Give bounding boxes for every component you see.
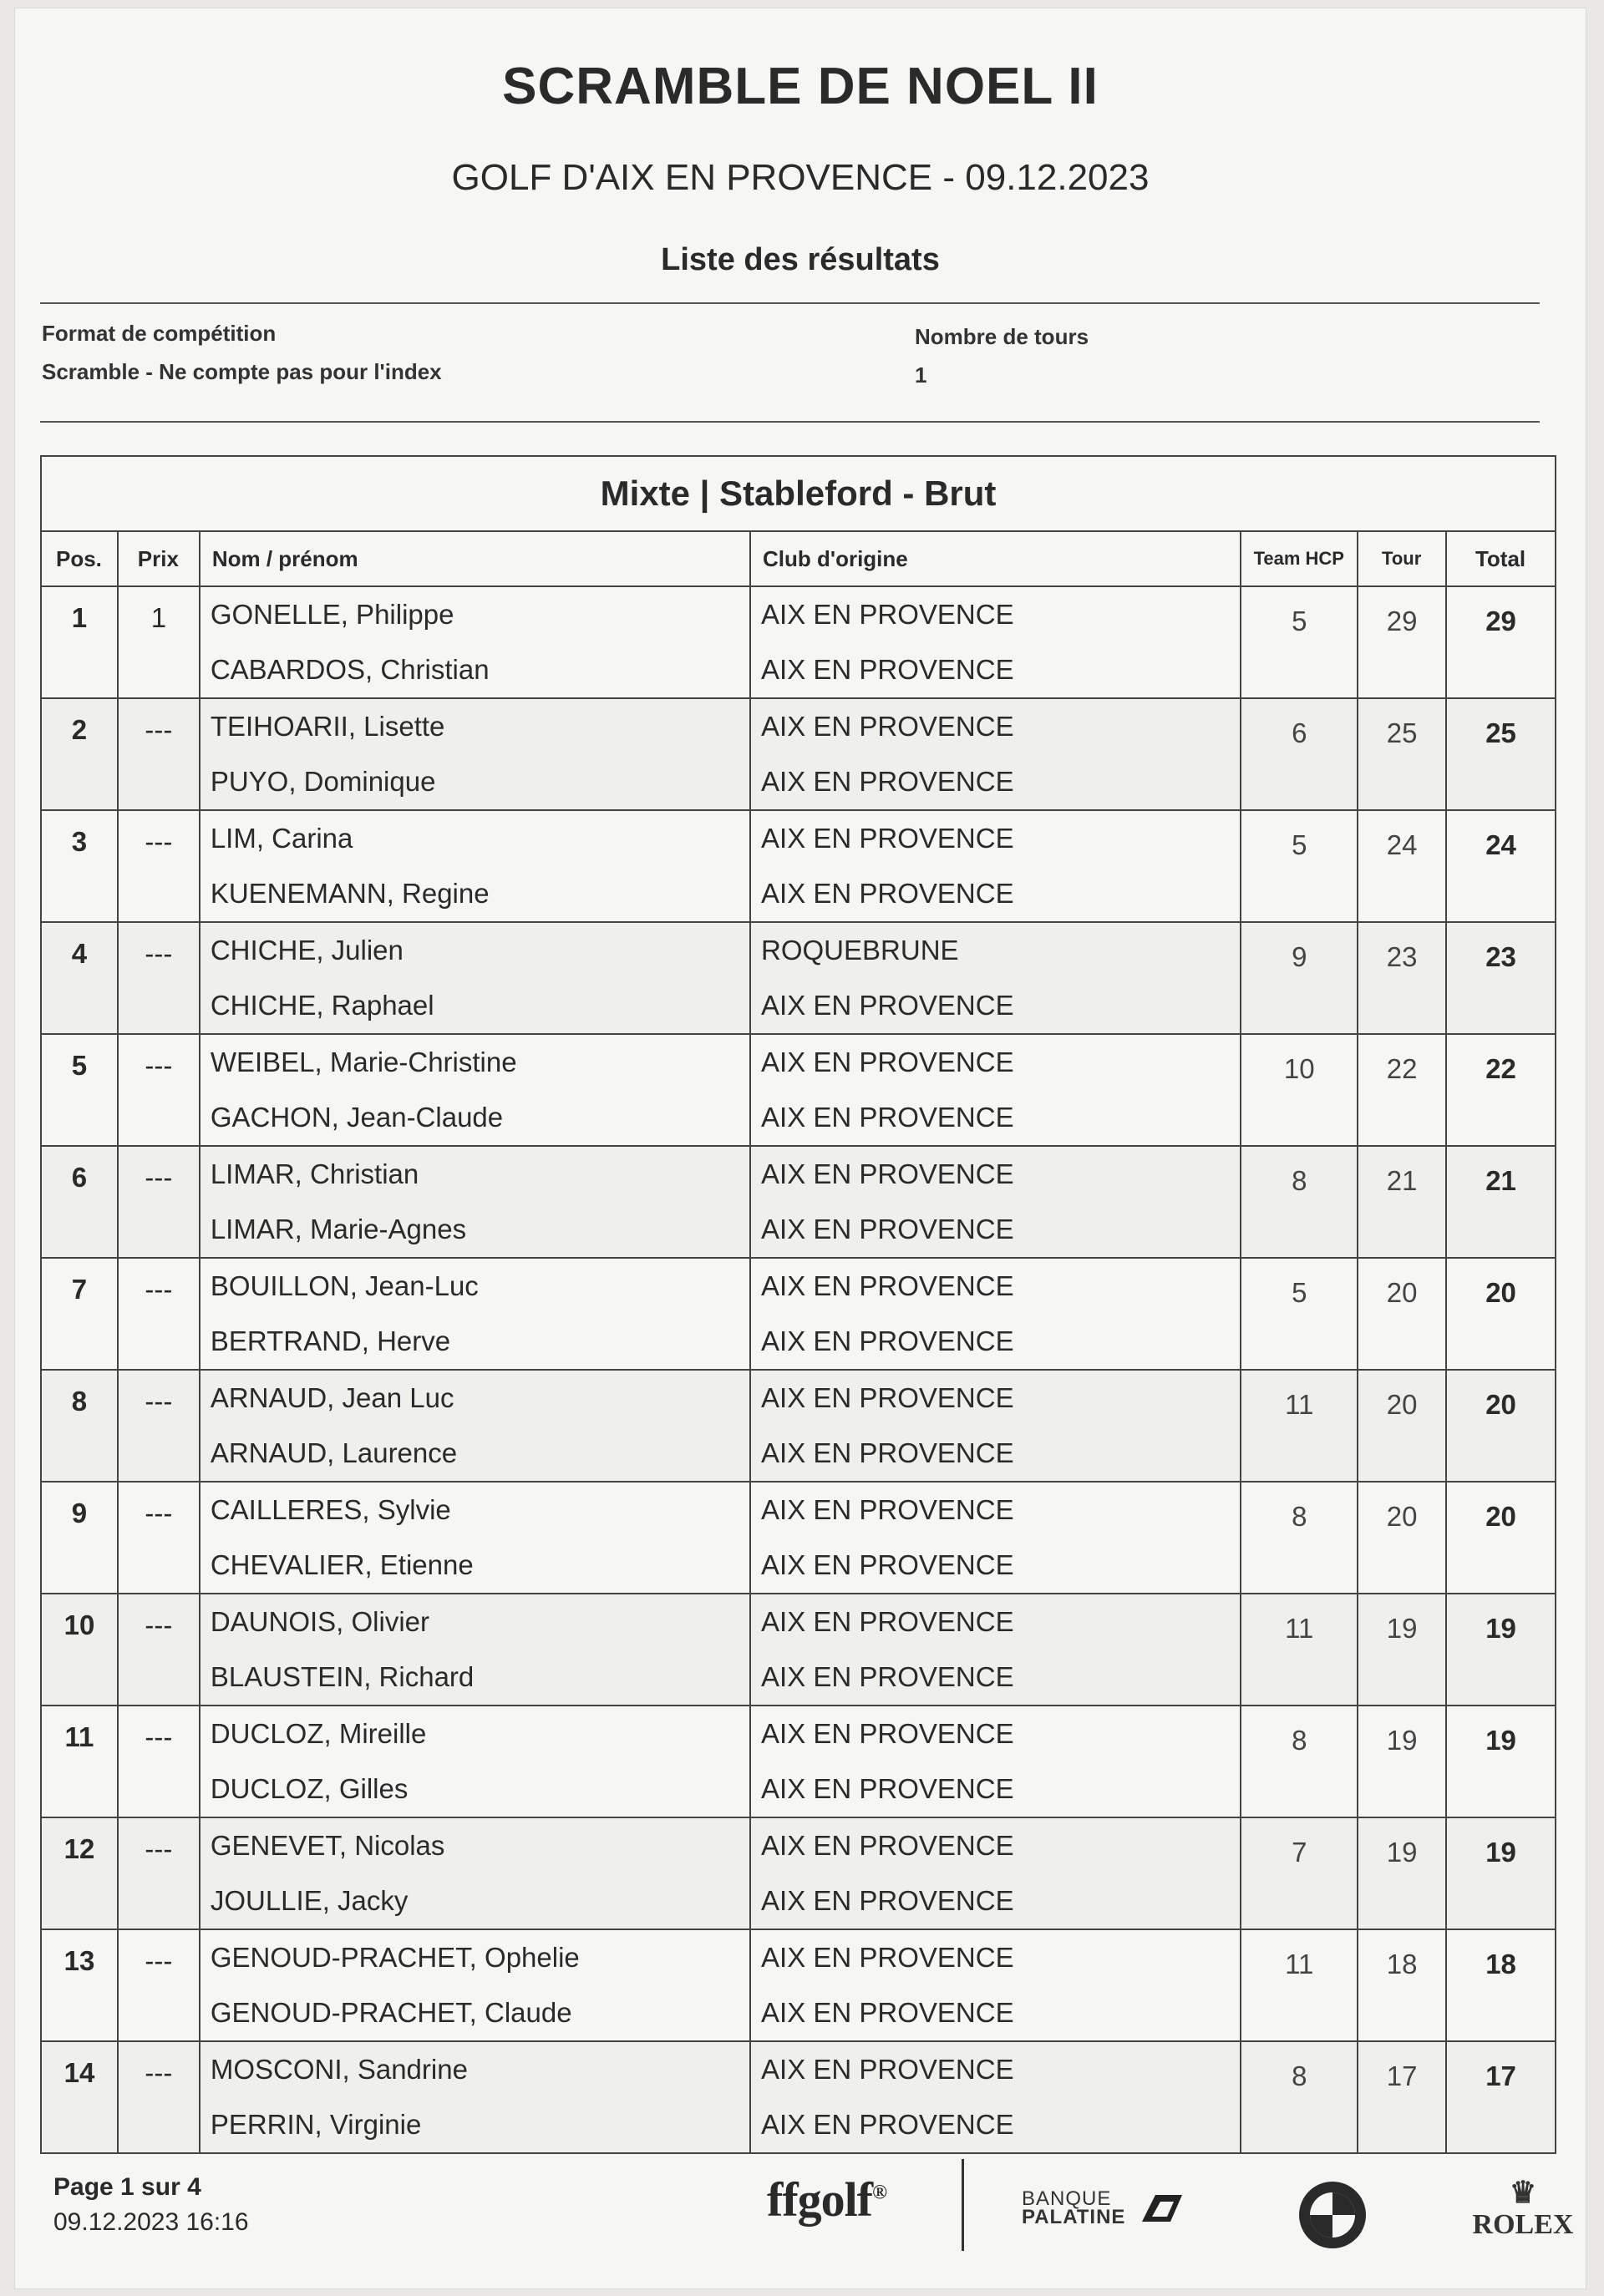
player-club: AIX EN PROVENCE [750, 586, 1241, 642]
team-hcp: 8 [1241, 2041, 1358, 2153]
rolex-logo [1452, 2176, 1594, 2241]
total-score: 20 [1446, 1258, 1556, 1370]
team-prize: --- [118, 810, 200, 922]
tour-score: 25 [1358, 698, 1446, 810]
player-name: DAUNOIS, Olivier [200, 1594, 750, 1650]
tour-score: 18 [1358, 1929, 1446, 2041]
header-divider-bottom [40, 421, 1540, 423]
team-position: 5 [41, 1034, 118, 1146]
tour-score: 23 [1358, 922, 1446, 1034]
player-name: GONELLE, Philippe [200, 586, 750, 642]
team-position: 6 [41, 1146, 118, 1258]
header-divider-top [40, 302, 1540, 304]
table-row [41, 1146, 1556, 1202]
team-hcp: 6 [1241, 698, 1358, 810]
player-club: AIX EN PROVENCE [750, 1817, 1241, 1873]
table-row [41, 1370, 1556, 1426]
team-prize: --- [118, 1594, 200, 1706]
total-score: 19 [1446, 1817, 1556, 1929]
player-name: LIMAR, Christian [200, 1146, 750, 1202]
team-prize: --- [118, 1034, 200, 1146]
player-club: AIX EN PROVENCE [750, 1538, 1241, 1594]
player-name: CHICHE, Raphael [200, 978, 750, 1034]
player-club: AIX EN PROVENCE [750, 698, 1241, 754]
total-score: 23 [1446, 922, 1556, 1034]
tour-score: 24 [1358, 810, 1446, 922]
team-prize: --- [118, 1482, 200, 1594]
tour-score: 20 [1358, 1370, 1446, 1482]
player-name: JOULLIE, Jacky [200, 1873, 750, 1929]
player-name: GENOUD-PRACHET, Ophelie [200, 1929, 750, 1985]
total-score: 20 [1446, 1370, 1556, 1482]
team-hcp: 11 [1241, 1929, 1358, 2041]
player-club: AIX EN PROVENCE [750, 1090, 1241, 1146]
banque-logo-line2: PALATINE [1022, 2206, 1126, 2228]
column-header-tour: Tour [1358, 531, 1446, 586]
player-name: DUCLOZ, Mireille [200, 1706, 750, 1761]
player-name: MOSCONI, Sandrine [200, 2041, 750, 2097]
player-name: CAILLERES, Sylvie [200, 1482, 750, 1538]
player-club: AIX EN PROVENCE [750, 754, 1241, 810]
tour-score: 21 [1358, 1146, 1446, 1258]
total-score: 20 [1446, 1482, 1556, 1594]
ffgolf-logo-text: ffgolf [767, 2172, 873, 2227]
player-name: CABARDOS, Christian [200, 642, 750, 698]
column-header-pos: Pos. [41, 531, 118, 586]
player-club: AIX EN PROVENCE [750, 1426, 1241, 1482]
total-score: 29 [1446, 586, 1556, 698]
results-table [40, 455, 1556, 2154]
table-row [41, 1258, 1556, 1314]
team-prize: --- [118, 2041, 200, 2153]
player-club: AIX EN PROVENCE [750, 1594, 1241, 1650]
table-row [41, 1034, 1556, 1090]
player-club: AIX EN PROVENCE [750, 978, 1241, 1034]
player-club: AIX EN PROVENCE [750, 1482, 1241, 1538]
player-name: PUYO, Dominique [200, 754, 750, 810]
registered-mark: ® [872, 2182, 886, 2204]
ffgolf-logo [767, 2172, 886, 2228]
player-club: AIX EN PROVENCE [750, 1202, 1241, 1258]
team-position: 14 [41, 2041, 118, 2153]
team-hcp: 11 [1241, 1594, 1358, 1706]
table-row [41, 698, 1556, 754]
player-name: DUCLOZ, Gilles [200, 1761, 750, 1817]
player-name: BLAUSTEIN, Richard [200, 1650, 750, 1706]
team-hcp: 5 [1241, 1258, 1358, 1370]
player-name: LIM, Carina [200, 810, 750, 866]
player-club: AIX EN PROVENCE [750, 1258, 1241, 1314]
table-row [41, 2041, 1556, 2097]
tour-score: 19 [1358, 1706, 1446, 1817]
team-hcp: 8 [1241, 1146, 1358, 1258]
page-indicator: Page 1 sur 4 [53, 2173, 201, 2201]
team-hcp: 8 [1241, 1482, 1358, 1594]
team-hcp: 10 [1241, 1034, 1358, 1146]
tour-score: 19 [1358, 1594, 1446, 1706]
total-score: 17 [1446, 2041, 1556, 2153]
logo-divider [962, 2159, 964, 2251]
player-club: AIX EN PROVENCE [750, 1706, 1241, 1761]
team-prize: --- [118, 1258, 200, 1370]
rounds-label: Nombre de tours [915, 324, 1089, 349]
tour-score: 29 [1358, 586, 1446, 698]
total-score: 19 [1446, 1594, 1556, 1706]
player-name: PERRIN, Virginie [200, 2097, 750, 2153]
results-body [41, 586, 1556, 2153]
team-prize: --- [118, 1146, 200, 1258]
team-position: 1 [41, 586, 118, 698]
team-position: 9 [41, 1482, 118, 1594]
tour-score: 22 [1358, 1034, 1446, 1146]
team-hcp: 11 [1241, 1370, 1358, 1482]
player-club: AIX EN PROVENCE [750, 642, 1241, 698]
column-header-name: Nom / prénom [200, 531, 750, 586]
player-name: GENOUD-PRACHET, Claude [200, 1985, 750, 2041]
column-header-team-hcp: Team HCP [1241, 531, 1358, 586]
team-position: 12 [41, 1817, 118, 1929]
table-row [41, 1929, 1556, 1985]
player-name: ARNAUD, Jean Luc [200, 1370, 750, 1426]
team-position: 10 [41, 1594, 118, 1706]
player-club: AIX EN PROVENCE [750, 1370, 1241, 1426]
team-position: 2 [41, 698, 118, 810]
team-position: 7 [41, 1258, 118, 1370]
table-row [41, 586, 1556, 642]
player-club: AIX EN PROVENCE [750, 1034, 1241, 1090]
player-name: CHEVALIER, Etienne [200, 1538, 750, 1594]
section-title: Mixte | Stableford - Brut [41, 456, 1556, 531]
team-position: 8 [41, 1370, 118, 1482]
player-name: GACHON, Jean-Claude [200, 1090, 750, 1146]
team-position: 3 [41, 810, 118, 922]
table-row [41, 1594, 1556, 1650]
team-prize: --- [118, 1929, 200, 2041]
player-club: AIX EN PROVENCE [750, 1985, 1241, 2041]
list-title: Liste des résultats [661, 242, 940, 277]
team-hcp: 5 [1241, 586, 1358, 698]
table-row [41, 922, 1556, 978]
results-sheet [15, 8, 1586, 2288]
player-club: AIX EN PROVENCE [750, 866, 1241, 922]
player-name: BOUILLON, Jean-Luc [200, 1258, 750, 1314]
player-club: AIX EN PROVENCE [750, 1314, 1241, 1370]
team-hcp: 9 [1241, 922, 1358, 1034]
team-hcp: 5 [1241, 810, 1358, 922]
tour-score: 17 [1358, 2041, 1446, 2153]
crown-icon: ♛ [1509, 2176, 1537, 2209]
tour-score: 20 [1358, 1258, 1446, 1370]
rolex-logo-text: ROLEX [1472, 2209, 1574, 2240]
team-prize: --- [118, 1370, 200, 1482]
team-prize: --- [118, 698, 200, 810]
player-club: AIX EN PROVENCE [750, 2041, 1241, 2097]
rounds-value: 1 [915, 362, 927, 388]
total-score: 25 [1446, 698, 1556, 810]
table-row [41, 810, 1556, 866]
team-prize: --- [118, 1706, 200, 1817]
player-name: GENEVET, Nicolas [200, 1817, 750, 1873]
player-name: WEIBEL, Marie-Christine [200, 1034, 750, 1090]
player-name: TEIHOARII, Lisette [200, 698, 750, 754]
column-header-total: Total [1446, 531, 1556, 586]
player-name: ARNAUD, Laurence [200, 1426, 750, 1482]
tour-score: 19 [1358, 1817, 1446, 1929]
column-header-club: Club d'origine [750, 531, 1241, 586]
team-position: 4 [41, 922, 118, 1034]
player-club: ROQUEBRUNE [750, 922, 1241, 978]
table-row [41, 1706, 1556, 1761]
player-club: AIX EN PROVENCE [750, 1929, 1241, 1985]
document-subtitle: GOLF D'AIX EN PROVENCE - 09.12.2023 [451, 157, 1150, 198]
player-name: BERTRAND, Herve [200, 1314, 750, 1370]
total-score: 21 [1446, 1146, 1556, 1258]
total-score: 24 [1446, 810, 1556, 922]
document-title: SCRAMBLE DE NOEL II [502, 58, 1099, 115]
banque-logo-line1: BANQUE [1022, 2187, 1112, 2210]
team-prize: --- [118, 922, 200, 1034]
team-prize: --- [118, 1817, 200, 1929]
table-row [41, 1482, 1556, 1538]
team-position: 13 [41, 1929, 118, 2041]
table-row [41, 1817, 1556, 1873]
team-hcp: 7 [1241, 1817, 1358, 1929]
print-timestamp: 09.12.2023 16:16 [53, 2208, 249, 2236]
team-hcp: 8 [1241, 1706, 1358, 1817]
banque-palatine-logo [1022, 2187, 1184, 2228]
player-name: KUENEMANN, Regine [200, 866, 750, 922]
player-club: AIX EN PROVENCE [750, 2097, 1241, 2153]
player-club: AIX EN PROVENCE [750, 1650, 1241, 1706]
format-label: Format de compétition [42, 321, 277, 346]
player-club: AIX EN PROVENCE [750, 1146, 1241, 1202]
bmw-logo-icon [1297, 2180, 1368, 2250]
palatine-mark-icon [1137, 2192, 1184, 2225]
total-score: 19 [1446, 1706, 1556, 1817]
total-score: 18 [1446, 1929, 1556, 2041]
tour-score: 20 [1358, 1482, 1446, 1594]
total-score: 22 [1446, 1034, 1556, 1146]
column-header-prix: Prix [118, 531, 200, 586]
team-prize: 1 [118, 586, 200, 698]
player-club: AIX EN PROVENCE [750, 1761, 1241, 1817]
player-name: LIMAR, Marie-Agnes [200, 1202, 750, 1258]
player-club: AIX EN PROVENCE [750, 810, 1241, 866]
team-position: 11 [41, 1706, 118, 1817]
format-value: Scramble - Ne compte pas pour l'index [42, 359, 442, 384]
player-club: AIX EN PROVENCE [750, 1873, 1241, 1929]
player-name: CHICHE, Julien [200, 922, 750, 978]
